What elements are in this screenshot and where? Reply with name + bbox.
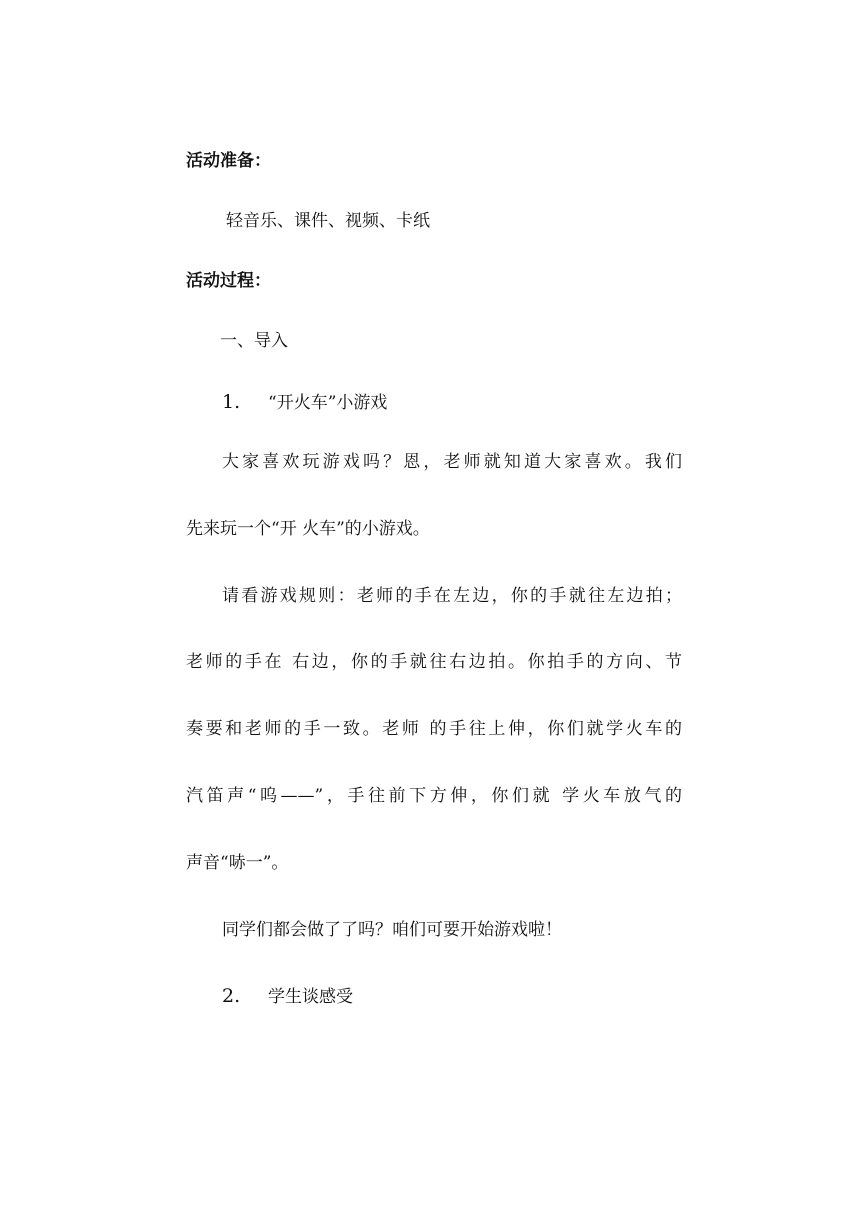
paragraph-line: 先来玩一个“开 火车”的小游戏。 — [186, 519, 430, 539]
list-item-text: “开火车”小游戏 — [268, 393, 388, 413]
paragraph-line: 奏要和老师的手一致。老师 的手往上伸，你们就学火车的 — [186, 719, 682, 739]
paragraph-line: 请看游戏规则：老师的手在左边，你的手就往左边拍； — [222, 586, 682, 606]
process-heading: 活动过程： — [186, 271, 271, 291]
paragraph-line: 老师的手在 右边，你的手就往右边拍。你拍手的方向、节 — [186, 652, 682, 672]
paragraph-line: 大家喜欢玩游戏吗？恩，老师就知道大家喜欢。我们 — [222, 452, 682, 472]
list-item-text: 学生谈感受 — [268, 987, 353, 1007]
list-item-number: 1. — [222, 391, 241, 413]
section-intro-heading: 一、导入 — [220, 331, 288, 351]
list-item-2 — [222, 985, 353, 1008]
prep-items: 轻音乐、课件、视频、卡纸 — [226, 211, 430, 231]
prep-heading: 活动准备： — [186, 151, 271, 171]
list-item-1 — [222, 391, 387, 414]
paragraph-line: 同学们都会做了了吗？咱们可要开始游戏啦！ — [222, 920, 562, 940]
paragraph-line: 声音“哧一”。 — [186, 853, 289, 873]
paragraph-line: 汽笛声“呜——”，手往前下方伸，你们就 学火车放气的 — [186, 786, 682, 806]
list-item-number: 2. — [222, 985, 241, 1007]
